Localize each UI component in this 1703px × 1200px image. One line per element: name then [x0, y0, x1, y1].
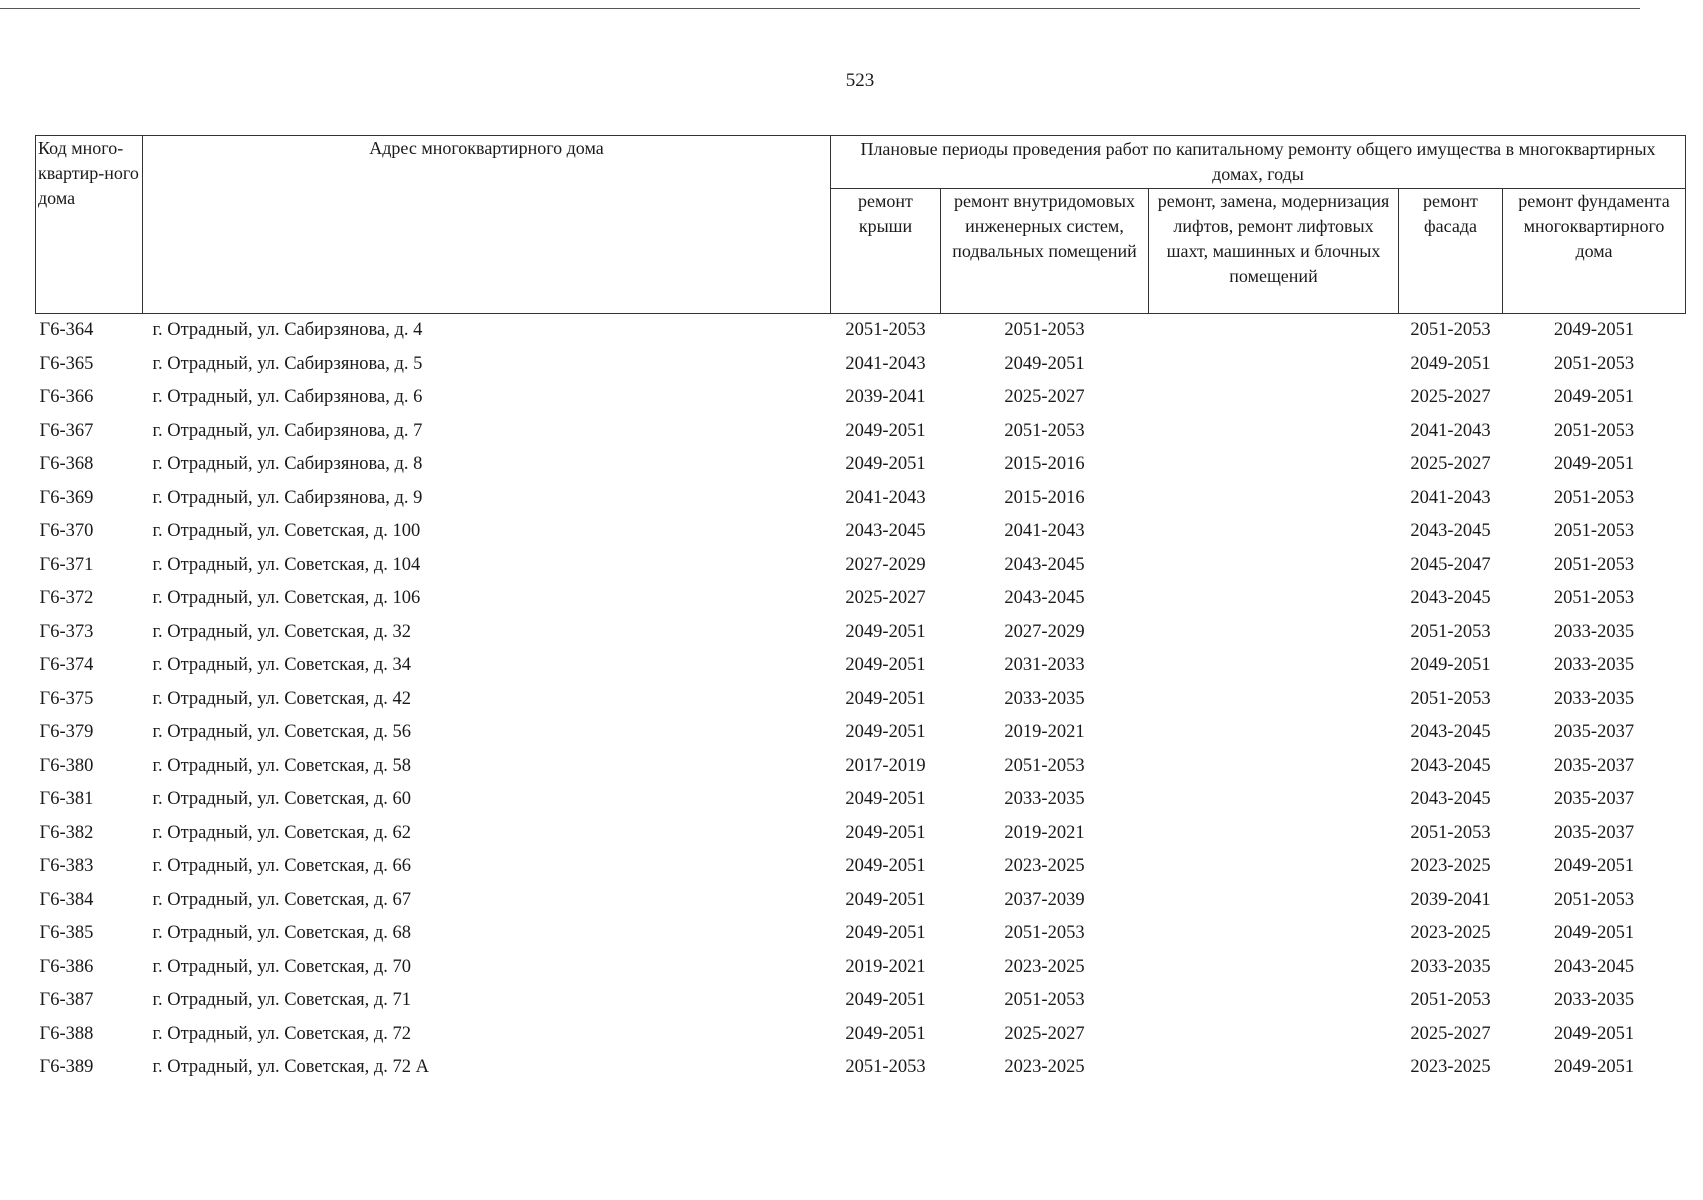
cell-foundation: 2035-2037	[1553, 789, 1635, 810]
table-row	[36, 783, 1686, 817]
cell-address: г. Отрадный, ул. Советская, д. 100	[152, 521, 421, 542]
cell-facade: 2025-2027	[1410, 387, 1491, 408]
cell-facade: 2049-2051	[1410, 655, 1491, 676]
table-row	[36, 448, 1686, 482]
cell-address: г. Отрадный, ул. Советская, д. 66	[152, 856, 411, 877]
cell-roof: 2049-2051	[845, 990, 926, 1011]
cell-code: Г6-385	[39, 923, 94, 944]
table-row	[36, 917, 1686, 951]
cell-facade: 2033-2035	[1410, 956, 1491, 977]
cell-foundation: 2043-2045	[1553, 956, 1635, 977]
cell-address: г. Отрадный, ул. Советская, д. 70	[152, 956, 411, 977]
cell-foundation: 2051-2053	[1553, 521, 1635, 542]
cell-lifts	[1149, 850, 1399, 884]
cell-address: г. Отрадный, ул. Советская, д. 72	[152, 1023, 411, 1044]
cell-engineering: 2023-2025	[1004, 856, 1085, 877]
table-row	[36, 1051, 1686, 1085]
table-row	[36, 482, 1686, 516]
cell-address: г. Отрадный, ул. Сабирзянова, д. 4	[152, 320, 423, 341]
cell-lifts	[1149, 683, 1399, 717]
cell-facade: 2023-2025	[1410, 856, 1491, 877]
cell-address: г. Отрадный, ул. Советская, д. 62	[152, 822, 411, 843]
table-row	[36, 984, 1686, 1018]
cell-roof: 2051-2053	[845, 320, 926, 341]
cell-lifts	[1149, 448, 1399, 482]
table-row	[36, 515, 1686, 549]
table-row	[36, 716, 1686, 750]
cell-address: г. Отрадный, ул. Сабирзянова, д. 6	[152, 387, 423, 408]
cell-lifts	[1149, 649, 1399, 683]
table-row	[36, 381, 1686, 415]
cell-code: Г6-374	[39, 655, 94, 676]
cell-lifts	[1149, 984, 1399, 1018]
table-body	[36, 314, 1686, 1085]
cell-engineering: 2043-2045	[1004, 554, 1085, 575]
cell-lifts	[1149, 884, 1399, 918]
cell-engineering: 2051-2053	[1004, 420, 1085, 441]
cell-engineering: 2023-2025	[1004, 1057, 1085, 1078]
cell-code: Г6-364	[39, 320, 94, 341]
cell-facade: 2051-2053	[1410, 621, 1491, 642]
cell-engineering: 2037-2039	[1004, 889, 1085, 910]
cell-roof: 2039-2041	[845, 387, 926, 408]
cell-roof: 2049-2051	[845, 889, 926, 910]
cell-code: Г6-386	[39, 956, 94, 977]
cell-facade: 2051-2053	[1410, 990, 1491, 1011]
cell-roof: 2049-2051	[845, 454, 926, 475]
cell-roof: 2049-2051	[845, 655, 926, 676]
header-address: Адрес многоквартирного дома	[143, 136, 831, 314]
cell-address: г. Отрадный, ул. Сабирзянова, д. 7	[152, 420, 423, 441]
cell-lifts	[1149, 381, 1399, 415]
cell-code: Г6-372	[39, 588, 94, 609]
cell-roof: 2027-2029	[845, 554, 926, 575]
cell-code: Г6-365	[39, 353, 94, 374]
cell-engineering: 2051-2053	[1004, 320, 1085, 341]
cell-code: Г6-387	[39, 990, 94, 1011]
cell-facade: 2043-2045	[1410, 588, 1491, 609]
cell-code: Г6-389	[39, 1057, 94, 1078]
cell-foundation: 2051-2053	[1553, 353, 1635, 374]
cell-foundation: 2033-2035	[1553, 655, 1635, 676]
cell-facade: 2043-2045	[1410, 789, 1491, 810]
cell-foundation: 2033-2035	[1553, 688, 1635, 709]
cell-facade: 2043-2045	[1410, 722, 1491, 743]
cell-roof: 2049-2051	[845, 420, 926, 441]
cell-address: г. Отрадный, ул. Советская, д. 71	[152, 990, 411, 1011]
cell-foundation: 2049-2051	[1553, 1023, 1635, 1044]
cell-facade: 2051-2053	[1410, 320, 1491, 341]
header-foundation: ремонт фундамента многоквартирного дома	[1503, 189, 1686, 314]
cell-address: г. Отрадный, ул. Сабирзянова, д. 8	[152, 454, 423, 475]
cell-code: Г6-369	[39, 487, 94, 508]
cell-lifts	[1149, 616, 1399, 650]
cell-foundation: 2049-2051	[1553, 856, 1635, 877]
cell-roof: 2025-2027	[845, 588, 926, 609]
table-row	[36, 951, 1686, 985]
cell-facade: 2023-2025	[1410, 1057, 1491, 1078]
cell-engineering: 2019-2021	[1004, 722, 1085, 743]
cell-engineering: 2051-2053	[1004, 990, 1085, 1011]
cell-lifts	[1149, 1018, 1399, 1052]
cell-facade: 2045-2047	[1410, 554, 1491, 575]
cell-roof: 2043-2045	[845, 521, 926, 542]
cell-engineering: 2041-2043	[1004, 521, 1085, 542]
cell-engineering: 2043-2045	[1004, 588, 1085, 609]
cell-address: г. Отрадный, ул. Сабирзянова, д. 5	[152, 353, 423, 374]
cell-lifts	[1149, 582, 1399, 616]
cell-lifts	[1149, 549, 1399, 583]
cell-code: Г6-366	[39, 387, 94, 408]
cell-engineering: 2033-2035	[1004, 789, 1085, 810]
cell-facade: 2043-2045	[1410, 521, 1491, 542]
header-engineering: ремонт внутридомовых инженерных систем, подвальных помещений	[941, 189, 1149, 314]
table-row	[36, 683, 1686, 717]
cell-foundation: 2051-2053	[1553, 889, 1635, 910]
cell-foundation: 2051-2053	[1553, 487, 1635, 508]
cell-facade: 2043-2045	[1410, 755, 1491, 776]
table-row	[36, 850, 1686, 884]
cell-facade: 2023-2025	[1410, 923, 1491, 944]
cell-engineering: 2027-2029	[1004, 621, 1085, 642]
cell-foundation: 2049-2051	[1553, 1057, 1635, 1078]
cell-lifts	[1149, 1051, 1399, 1085]
cell-address: г. Отрадный, ул. Советская, д. 72 А	[152, 1057, 429, 1078]
cell-roof: 2041-2043	[845, 353, 926, 374]
cell-roof: 2049-2051	[845, 722, 926, 743]
cell-lifts	[1149, 750, 1399, 784]
table-header	[36, 136, 1686, 314]
table-row	[36, 649, 1686, 683]
cell-facade: 2041-2043	[1410, 420, 1491, 441]
table-row	[36, 750, 1686, 784]
table-row	[36, 582, 1686, 616]
cell-address: г. Отрадный, ул. Советская, д. 60	[152, 789, 411, 810]
cell-facade: 2025-2027	[1410, 1023, 1491, 1044]
cell-engineering: 2031-2033	[1004, 655, 1085, 676]
table-row	[36, 415, 1686, 449]
cell-engineering: 2015-2016	[1004, 454, 1085, 475]
cell-code: Г6-382	[39, 822, 94, 843]
cell-engineering: 2023-2025	[1004, 956, 1085, 977]
cell-code: Г6-367	[39, 420, 94, 441]
cell-roof: 2049-2051	[845, 621, 926, 642]
cell-lifts	[1149, 783, 1399, 817]
cell-roof: 2017-2019	[845, 755, 926, 776]
cell-facade: 2025-2027	[1410, 454, 1491, 475]
cell-code: Г6-380	[39, 755, 94, 776]
cell-roof: 2049-2051	[845, 822, 926, 843]
cell-code: Г6-373	[39, 621, 94, 642]
cell-facade: 2051-2053	[1410, 822, 1491, 843]
cell-foundation: 2049-2051	[1553, 387, 1635, 408]
cell-foundation: 2033-2035	[1553, 621, 1635, 642]
cell-address: г. Отрадный, ул. Советская, д. 106	[152, 588, 421, 609]
cell-lifts	[1149, 951, 1399, 985]
cell-roof: 2051-2053	[845, 1057, 926, 1078]
table-row	[36, 1018, 1686, 1052]
cell-code: Г6-379	[39, 722, 94, 743]
cell-address: г. Отрадный, ул. Советская, д. 104	[152, 554, 421, 575]
table-row	[36, 348, 1686, 382]
cell-address: г. Отрадный, ул. Советская, д. 67	[152, 889, 411, 910]
cell-address: г. Отрадный, ул. Советская, д. 56	[152, 722, 411, 743]
cell-lifts	[1149, 415, 1399, 449]
cell-roof: 2041-2043	[845, 487, 926, 508]
header-periods-group: Плановые периоды проведения работ по капитальному ремонту общего имущества в многоквартирных домах, годы	[831, 136, 1686, 189]
table-row	[36, 314, 1686, 348]
cell-engineering: 2019-2021	[1004, 822, 1085, 843]
page-number: 523	[845, 70, 875, 91]
cell-code: Г6-384	[39, 889, 94, 910]
cell-engineering: 2051-2053	[1004, 923, 1085, 944]
cell-code: Г6-370	[39, 521, 94, 542]
table-row	[36, 616, 1686, 650]
cell-foundation: 2035-2037	[1553, 822, 1635, 843]
cell-foundation: 2049-2051	[1553, 923, 1635, 944]
cell-engineering: 2049-2051	[1004, 353, 1085, 374]
table-row	[36, 817, 1686, 851]
cell-roof: 2049-2051	[845, 789, 926, 810]
cell-address: г. Отрадный, ул. Советская, д. 58	[152, 755, 411, 776]
cell-roof: 2049-2051	[845, 688, 926, 709]
cell-foundation: 2035-2037	[1553, 755, 1635, 776]
cell-lifts	[1149, 817, 1399, 851]
cell-engineering: 2033-2035	[1004, 688, 1085, 709]
cell-code: Г6-388	[39, 1023, 94, 1044]
cell-foundation: 2051-2053	[1553, 420, 1635, 441]
cell-foundation: 2049-2051	[1553, 454, 1635, 475]
cell-roof: 2019-2021	[845, 956, 926, 977]
cell-foundation: 2051-2053	[1553, 554, 1635, 575]
repair-plan-table	[35, 135, 1686, 1085]
cell-lifts	[1149, 716, 1399, 750]
cell-foundation: 2035-2037	[1553, 722, 1635, 743]
cell-address: г. Отрадный, ул. Советская, д. 34	[152, 655, 411, 676]
cell-address: г. Отрадный, ул. Советская, д. 32	[152, 621, 411, 642]
cell-foundation: 2051-2053	[1553, 588, 1635, 609]
table-row	[36, 549, 1686, 583]
cell-foundation: 2033-2035	[1553, 990, 1635, 1011]
cell-code: Г6-371	[39, 554, 94, 575]
cell-address: г. Отрадный, ул. Советская, д. 42	[152, 688, 411, 709]
cell-address: г. Отрадный, ул. Сабирзянова, д. 9	[152, 487, 423, 508]
cell-lifts	[1149, 515, 1399, 549]
header-facade: ремонт фасада	[1399, 189, 1503, 314]
cell-engineering: 2025-2027	[1004, 1023, 1085, 1044]
cell-engineering: 2051-2053	[1004, 755, 1085, 776]
cell-lifts	[1149, 917, 1399, 951]
cell-engineering: 2015-2016	[1004, 487, 1085, 508]
top-rule	[0, 8, 1640, 9]
cell-engineering: 2025-2027	[1004, 387, 1085, 408]
header-roof: ремонт крыши	[831, 189, 941, 314]
cell-roof: 2049-2051	[845, 1023, 926, 1044]
cell-address: г. Отрадный, ул. Советская, д. 68	[152, 923, 411, 944]
cell-foundation: 2049-2051	[1553, 320, 1635, 341]
cell-code: Г6-383	[39, 856, 94, 877]
cell-facade: 2049-2051	[1410, 353, 1491, 374]
cell-lifts	[1149, 482, 1399, 516]
header-code: Код много-квартир-ного дома	[36, 136, 143, 314]
cell-facade: 2039-2041	[1410, 889, 1491, 910]
cell-facade: 2041-2043	[1410, 487, 1491, 508]
cell-roof: 2049-2051	[845, 923, 926, 944]
cell-code: Г6-375	[39, 688, 94, 709]
table-row	[36, 884, 1686, 918]
cell-facade: 2051-2053	[1410, 688, 1491, 709]
cell-lifts	[1149, 348, 1399, 382]
header-lifts: ремонт, замена, модернизация лифтов, ремонт лифтовых шахт, машинных и блочных помещений	[1149, 189, 1399, 314]
cell-lifts	[1149, 314, 1399, 348]
cell-code: Г6-368	[39, 454, 94, 475]
cell-code: Г6-381	[39, 789, 94, 810]
cell-roof: 2049-2051	[845, 856, 926, 877]
